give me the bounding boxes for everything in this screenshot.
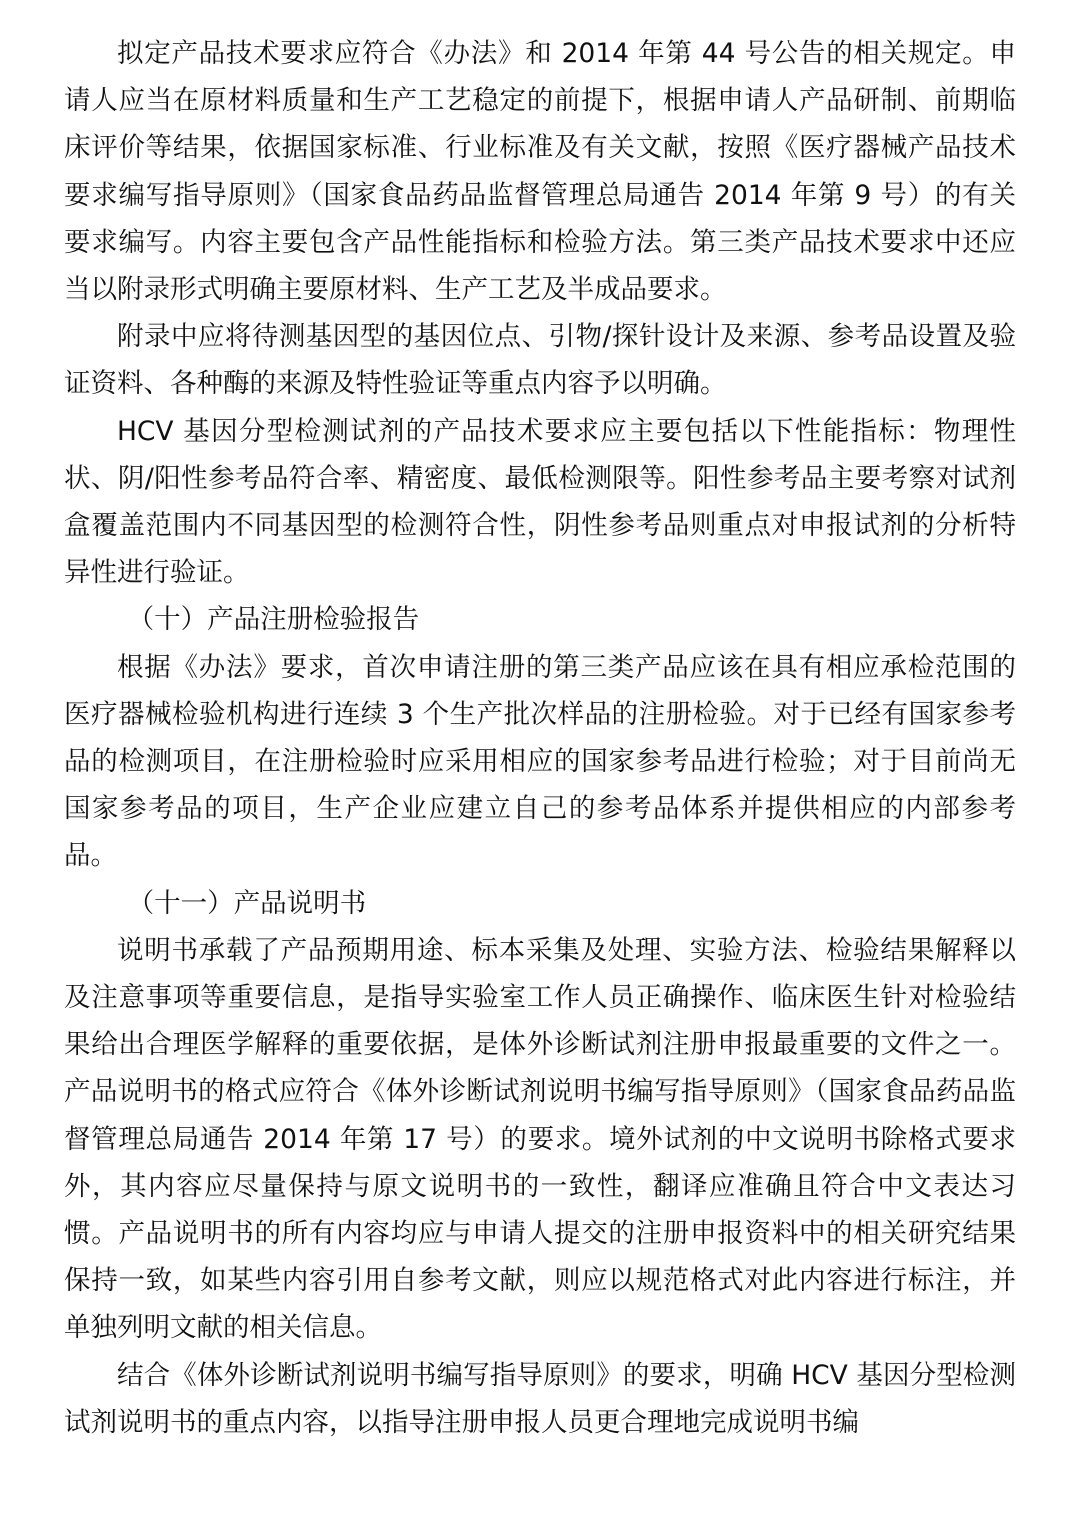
- paragraph-instructions-manual: 说明书承载了产品预期用途、标本采集及处理、实验方法、检验结果解释以及注意事项等重要信息，是指导实验室工作人员正确操作、临床医生针对检验结果给出合理医学解释的重要依据，是体外诊断试剂注册申报最重要的文件之一。产品说明书的格式应符合《体外诊断试剂说明书编写指导原则》（国家食品药品监督管理总局通告 2014 年第 17 号）的要求。境外试剂的中文说明书除格式要求外，其内容应尽量保持与原文说明书的一致性，翻译应准确且符合中文表达习惯。产品说明书的所有内容均应与申请人提交的注册申报资料中的相关研究结果保持一致，如某些内容引用自参考文献，则应以规范格式对此内容进行标注，并单独列明文献的相关信息。: [64, 934, 1016, 1344]
- paragraph-performance-indicators: HCV 基因分型检测试剂的产品技术要求应主要包括以下性能指标：物理性状、阴/阳性参考品符合率、精密度、最低检测限等。阳性参考品主要考察对试剂盒覆盖范围内不同基因型的检测符合性，阴性参考品则重点对申报试剂的分析特异性进行验证。: [64, 415, 1016, 589]
- paragraph-appendix: 附录中应将待测基因型的基因位点、引物/探针设计及来源、参考品设置及验证资料、各种酶的来源及特性验证等重点内容予以明确。: [64, 321, 1016, 400]
- paragraph-registration-inspection: 根据《办法》要求，首次申请注册的第三类产品应该在具有相应承检范围的医疗器械检验机构进行连续 3 个生产批次样品的注册检验。对于已经有国家参考品的检测项目，在注册检验时应采用相应的国家参考品进行检验；对于目前尚无国家参考品的项目，生产企业应建立自己的参考品体系并提供相应的内部参考品。: [64, 651, 1016, 872]
- paragraph-technical-requirements: 拟定产品技术要求应符合《办法》和 2014 年第 44 号公告的相关规定。申请人应当在原材料质量和生产工艺稳定的前提下，根据申请人产品研制、前期临床评价等结果，依据国家标准、行业标准及有关文献，按照《医疗器械产品技术要求编写指导原则》（国家食品药品监督管理总局通告 2014 年第 9 号）的有关要求编写。内容主要包含产品性能指标和检验方法。第三类产品技术要求中还应当以附录形式明确主要原材料、生产工艺及半成品要求。: [64, 38, 1016, 306]
- section-11-heading: （十一）产品说明书: [127, 887, 367, 919]
- document-body: [64, 30, 1016, 1446]
- section-10-heading: （十）产品注册检验报告: [127, 604, 420, 636]
- paragraph-instructions-key-content: 结合《体外诊断试剂说明书编写指导原则》的要求，明确 HCV 基因分型检测试剂说明书的重点内容，以指导注册申报人员更合理地完成说明书编: [64, 1359, 1016, 1438]
